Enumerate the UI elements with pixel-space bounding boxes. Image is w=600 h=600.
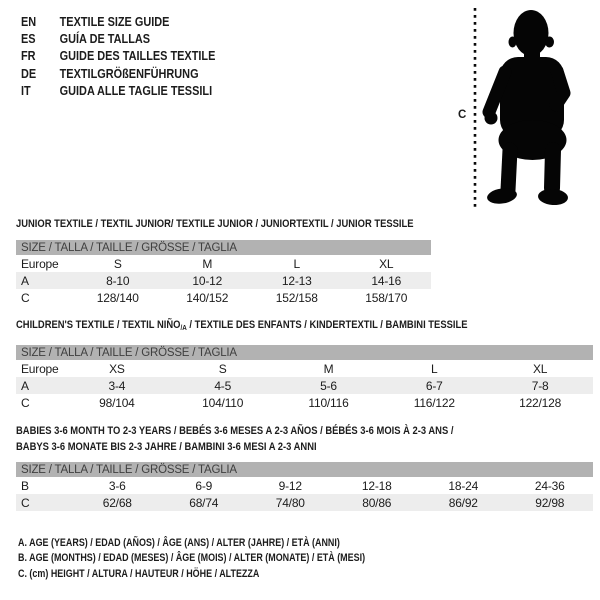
babies-title-line1: BABIES 3-6 MONTH TO 2-3 YEARS / BEBÉS 3-6 MESES A 2-3 AÑOS / BÉBÉS 3-6 MOIS À 2-3 ANS / bbox=[16, 425, 454, 437]
baby-leg-right bbox=[552, 150, 553, 188]
babies-title-line2: BABYS 3-6 MONATE BIS 2-3 JAHRE / BAMBINI 3-6 MESI A 2-3 ANNI bbox=[16, 440, 317, 453]
size-cell: 98/104 bbox=[99, 395, 135, 410]
size-cell: 152/158 bbox=[275, 290, 318, 305]
baby-arm-right bbox=[556, 71, 564, 105]
size-header-label: SIZE / TALLA / TAILLE / GRÖSSE / TAGLIA bbox=[16, 462, 593, 477]
baby-figure bbox=[485, 10, 569, 206]
size-cell: 18-24 bbox=[448, 478, 479, 493]
size-cell: 74/80 bbox=[247, 494, 334, 511]
row-label: A bbox=[16, 377, 64, 394]
babies-size-table bbox=[16, 462, 593, 511]
size-cell: 3-4 bbox=[64, 377, 170, 394]
language-row bbox=[21, 13, 215, 30]
baby-hand-left bbox=[485, 112, 498, 125]
size-cell: S bbox=[113, 256, 122, 271]
language-label: GUIDE DES TAILLES TEXTILE bbox=[59, 48, 216, 64]
language-row bbox=[21, 47, 215, 64]
size-cell: 86/92 bbox=[420, 494, 507, 511]
row-label: C bbox=[21, 290, 30, 305]
title-text: CHILDREN'S TEXTILE / TEXTIL NIÑO bbox=[16, 319, 181, 331]
size-cell: 24-36 bbox=[534, 478, 565, 493]
size-cell: 80/86 bbox=[334, 494, 421, 511]
size-header-row bbox=[16, 240, 431, 255]
table-row bbox=[16, 394, 593, 411]
language-code: ES bbox=[21, 31, 36, 47]
size-cell: XL bbox=[379, 256, 394, 271]
size-cell: 7-8 bbox=[487, 377, 593, 394]
size-cell: 158/170 bbox=[365, 290, 408, 305]
legend-notes bbox=[18, 536, 365, 582]
size-cell: 4-5 bbox=[170, 377, 276, 394]
size-cell: 128/140 bbox=[96, 290, 139, 305]
language-code: IT bbox=[21, 82, 31, 98]
size-cell: S bbox=[218, 361, 227, 376]
size-header-row bbox=[16, 345, 593, 360]
language-code: EN bbox=[21, 14, 37, 29]
size-cell: XL bbox=[532, 361, 548, 376]
note-line: B. AGE (MONTHS) / EDAD (MESES) / ÂGE (MOIS) / ALTER (MONATE) / ETÀ (MESI) bbox=[18, 552, 366, 565]
baby-ear-left bbox=[509, 37, 517, 48]
size-cell: 6-9 bbox=[195, 478, 213, 493]
size-cell: 110/116 bbox=[308, 395, 349, 410]
row-label: B bbox=[21, 478, 29, 493]
size-cell: M bbox=[323, 361, 334, 376]
children-section-title bbox=[16, 318, 467, 336]
size-cell: 62/68 bbox=[74, 494, 161, 511]
size-cell: XS bbox=[109, 361, 125, 376]
size-cell: 116/122 bbox=[413, 395, 455, 410]
row-label: A bbox=[16, 272, 73, 289]
size-cell: 104/110 bbox=[202, 395, 244, 410]
row-label: Europe bbox=[21, 256, 59, 271]
language-code: FR bbox=[21, 48, 36, 64]
size-cell: 6-7 bbox=[381, 377, 487, 394]
size-header-label: SIZE / TALLA / TAILLE / GRÖSSE / TAGLIA bbox=[16, 240, 431, 255]
children-size-table bbox=[16, 345, 593, 411]
size-cell: 3-6 bbox=[108, 478, 126, 493]
row-label: C bbox=[21, 395, 30, 410]
language-row bbox=[21, 30, 215, 47]
table-row bbox=[16, 289, 431, 306]
row-label: Europe bbox=[21, 361, 59, 376]
size-cell: 12-13 bbox=[252, 272, 342, 289]
note-line: A. AGE (YEARS) / EDAD (AÑOS) / ÂGE (ANS) / ALTER (JAHRE) / ETÀ (ANNI) bbox=[18, 537, 340, 549]
junior-size-table bbox=[16, 240, 431, 306]
figure-measure-label: C bbox=[458, 109, 467, 121]
baby-foot-right bbox=[537, 188, 568, 206]
babies-section-title bbox=[16, 424, 453, 455]
table-row bbox=[16, 360, 593, 377]
table-row bbox=[16, 255, 431, 272]
language-list bbox=[21, 13, 252, 99]
junior-section-title: JUNIOR TEXTILE / TEXTIL JUNIOR/ TEXTILE JUNIOR / JUNIORTEXTIL / JUNIOR TESSILE bbox=[16, 218, 414, 230]
size-cell: 68/74 bbox=[161, 494, 248, 511]
note-line: C. (cm) HEIGHT / ALTURA / HAUTEUR / HÖHE / ALTEZZA bbox=[18, 567, 260, 580]
size-cell: M bbox=[202, 256, 213, 271]
size-header-row bbox=[16, 462, 593, 477]
language-row bbox=[21, 65, 215, 82]
size-cell: 10-12 bbox=[163, 272, 253, 289]
size-header-label: SIZE / TALLA / TAILLE / GRÖSSE / TAGLIA bbox=[16, 345, 593, 360]
table-row bbox=[16, 377, 593, 394]
language-label: TEXTILE SIZE GUIDE bbox=[59, 14, 170, 29]
title-text: / TEXTILE DES ENFANTS / KINDERTEXTIL / BAMBINI TESSILE bbox=[186, 319, 468, 331]
size-cell: 92/98 bbox=[507, 494, 594, 511]
size-cell: 14-16 bbox=[342, 272, 432, 289]
language-row bbox=[21, 82, 215, 99]
language-label: TEXTILGRÖßENFÜHRUNG bbox=[59, 65, 199, 81]
row-label: C bbox=[16, 494, 74, 511]
language-code: DE bbox=[21, 65, 37, 81]
table-row bbox=[16, 272, 431, 289]
table-row bbox=[16, 494, 593, 511]
language-label: GUÍA DE TALLAS bbox=[59, 31, 151, 47]
size-cell: 140/152 bbox=[186, 290, 229, 305]
language-label: GUIDA ALLE TAGLIE TESSILI bbox=[59, 82, 213, 98]
baby-ear-right bbox=[545, 37, 554, 48]
baby-silhouette bbox=[440, 0, 600, 212]
size-cell: 8-10 bbox=[73, 272, 163, 289]
size-cell: L bbox=[431, 361, 438, 376]
baby-leg-left bbox=[508, 150, 510, 190]
size-cell: 5-6 bbox=[276, 377, 382, 394]
size-cell: 9-12 bbox=[278, 478, 302, 493]
size-cell: 12-18 bbox=[361, 478, 392, 493]
size-cell: L bbox=[293, 256, 300, 271]
size-cell: 122/128 bbox=[519, 395, 562, 410]
title-subscript: /A bbox=[180, 323, 187, 332]
table-row bbox=[16, 477, 593, 494]
